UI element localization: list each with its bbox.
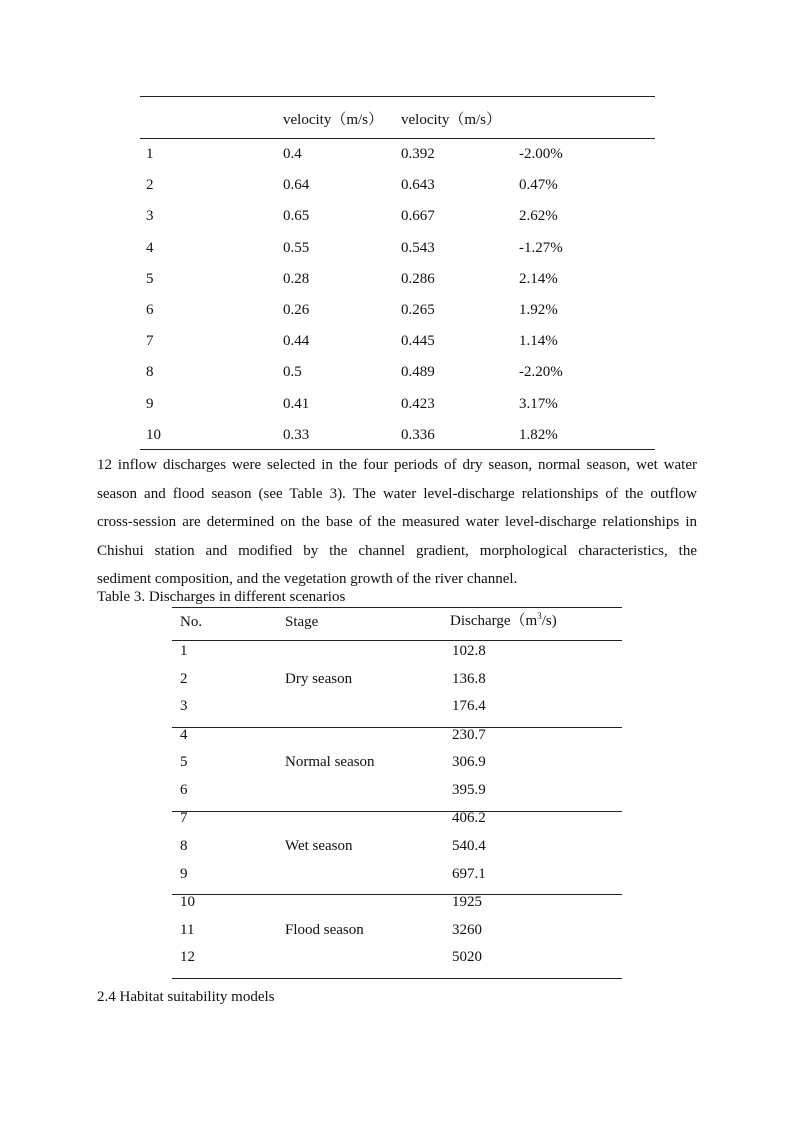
table2-cell: 0.55 xyxy=(283,239,310,256)
table3-cell-no: 7 xyxy=(180,810,188,827)
table2-cell: 0.64 xyxy=(283,177,310,194)
table2-cell: 0.286 xyxy=(401,270,435,287)
paragraph-line: 12 inflow discharges were selected in the four periods of dry season, normal season, wet water xyxy=(97,457,697,473)
table2-row xyxy=(0,208,793,228)
table2-cell: 2.14% xyxy=(519,270,558,287)
table2-cell: -2.20% xyxy=(519,364,563,381)
table3-cell-discharge: 230.7 xyxy=(452,726,486,743)
table2-row xyxy=(0,364,793,384)
table2-top-rule xyxy=(140,96,655,97)
table2-cell: 0.5 xyxy=(283,364,302,381)
table2-row xyxy=(0,396,793,416)
table3-cell-discharge: 5020 xyxy=(452,949,482,966)
table2-cell: 10 xyxy=(146,426,161,443)
table3-cell-no: 1 xyxy=(180,643,188,659)
table2-cell: 0.41 xyxy=(283,395,310,412)
discharge-unit-exponent: 3 xyxy=(537,611,542,621)
discharge-unit-suffix: /s) xyxy=(541,613,557,629)
table3-bottom-rule xyxy=(172,978,622,979)
table3-cell-no: 12 xyxy=(180,949,195,966)
body-paragraph xyxy=(97,451,697,594)
table2-row xyxy=(0,302,793,322)
table3-cell-discharge: 3260 xyxy=(452,921,482,938)
table3-cell-discharge: 1925 xyxy=(452,893,482,910)
table3-cell-no: 9 xyxy=(180,865,188,882)
table2-header-rule xyxy=(140,138,655,139)
table2-bottom-rule xyxy=(140,449,655,450)
table2-header-col2: velocity（m/s） xyxy=(283,112,383,128)
table2-cell: 8 xyxy=(146,364,154,381)
table3-header-rule xyxy=(172,640,622,641)
table3-cell-discharge: 102.8 xyxy=(452,643,486,659)
table3-cell-stage: Normal season xyxy=(285,754,375,771)
table3-cell-no: 11 xyxy=(180,921,195,938)
table3-header-no: No. xyxy=(180,614,203,630)
discharge-label: Discharge（m xyxy=(450,613,538,629)
table3-cell-no: 6 xyxy=(180,782,188,798)
table3-cell-no: 10 xyxy=(180,893,195,910)
table2-cell: 0.489 xyxy=(401,364,435,381)
table2-cell: 1.14% xyxy=(519,333,558,350)
table3-top-rule xyxy=(172,607,622,608)
table2-cell: 0.265 xyxy=(401,302,435,318)
table2-cell: 0.65 xyxy=(283,208,310,225)
table3-cell-discharge: 136.8 xyxy=(452,670,486,687)
table2-cell: 0.423 xyxy=(401,395,435,412)
table2-cell: 0.543 xyxy=(401,239,435,256)
table3-cell-no: 3 xyxy=(180,698,188,715)
table2-cell: -2.00% xyxy=(519,146,563,162)
table2-cell: 3.17% xyxy=(519,395,558,412)
table2-cell: 3 xyxy=(146,208,154,225)
table3-header-discharge xyxy=(450,609,557,630)
table3-header-stage: Stage xyxy=(285,614,319,630)
table3-cell-discharge: 176.4 xyxy=(452,698,486,715)
table2-cell: 0.643 xyxy=(401,177,435,194)
table3-cell-discharge: 540.4 xyxy=(452,837,486,854)
table3-cell-discharge: 697.1 xyxy=(452,865,486,882)
table2-cell: 4 xyxy=(146,239,154,256)
paragraph-line: season and flood season (see Table 3). The water level-discharge relationships of the outflow xyxy=(97,485,697,502)
table2-cell: -1.27% xyxy=(519,239,563,256)
table3-group-rule xyxy=(172,894,622,895)
table2-cell: 1 xyxy=(146,146,154,162)
table2-cell: 5 xyxy=(146,270,154,287)
table2-cell: 0.392 xyxy=(401,146,435,162)
table2-row xyxy=(0,177,793,197)
table3-cell-no: 5 xyxy=(180,754,188,771)
table2-cell: 2.62% xyxy=(519,208,558,225)
table2-row xyxy=(0,427,793,447)
table3-cell-discharge: 395.9 xyxy=(452,782,486,798)
table2-cell: 0.4 xyxy=(283,146,302,162)
table2-cell: 0.28 xyxy=(283,270,310,287)
table2-row xyxy=(0,271,793,291)
paragraph-line: Chishui station and modified by the channel gradient, morphological characteristics, the xyxy=(97,542,697,559)
table2-cell: 2 xyxy=(146,177,154,194)
paragraph-line: cross-session are determined on the base of the measured water level-discharge relationships in xyxy=(97,514,697,530)
table2-cell: 0.47% xyxy=(519,177,558,194)
table2-cell: 6 xyxy=(146,302,154,318)
table2-cell: 9 xyxy=(146,395,154,412)
table3-cell-stage: Wet season xyxy=(285,837,353,854)
table2-cell: 0.44 xyxy=(283,333,310,350)
table2-cell: 7 xyxy=(146,333,154,350)
table3-cell-discharge: 406.2 xyxy=(452,810,486,827)
table2-cell: 0.33 xyxy=(283,426,310,443)
table3-cell-stage: Flood season xyxy=(285,921,364,938)
table3-cell-no: 2 xyxy=(180,670,188,687)
table3-group-rule xyxy=(172,811,622,812)
table3-cell-discharge: 306.9 xyxy=(452,754,486,771)
section-heading: 2.4 Habitat suitability models xyxy=(97,989,275,1005)
table2-row xyxy=(0,333,793,353)
table2-cell: 0.667 xyxy=(401,208,435,225)
table3-caption: Table 3. Discharges in different scenarios xyxy=(97,589,346,605)
paragraph-line: sediment composition, and the vegetation growth of the river channel. xyxy=(97,571,518,587)
table2-cell: 0.336 xyxy=(401,426,435,443)
table3-cell-no: 8 xyxy=(180,837,188,854)
table2-header-col3: velocity（m/s） xyxy=(401,112,501,128)
table2-cell: 1.92% xyxy=(519,302,558,318)
table2-cell: 0.26 xyxy=(283,302,310,318)
table3-cell-stage: Dry season xyxy=(285,670,353,687)
table3-group-rule xyxy=(172,727,622,728)
table2-cell: 1.82% xyxy=(519,426,558,443)
table2-row xyxy=(0,240,793,260)
table2-row xyxy=(0,146,793,166)
table2-cell: 0.445 xyxy=(401,333,435,350)
table3-cell-no: 4 xyxy=(180,726,188,743)
